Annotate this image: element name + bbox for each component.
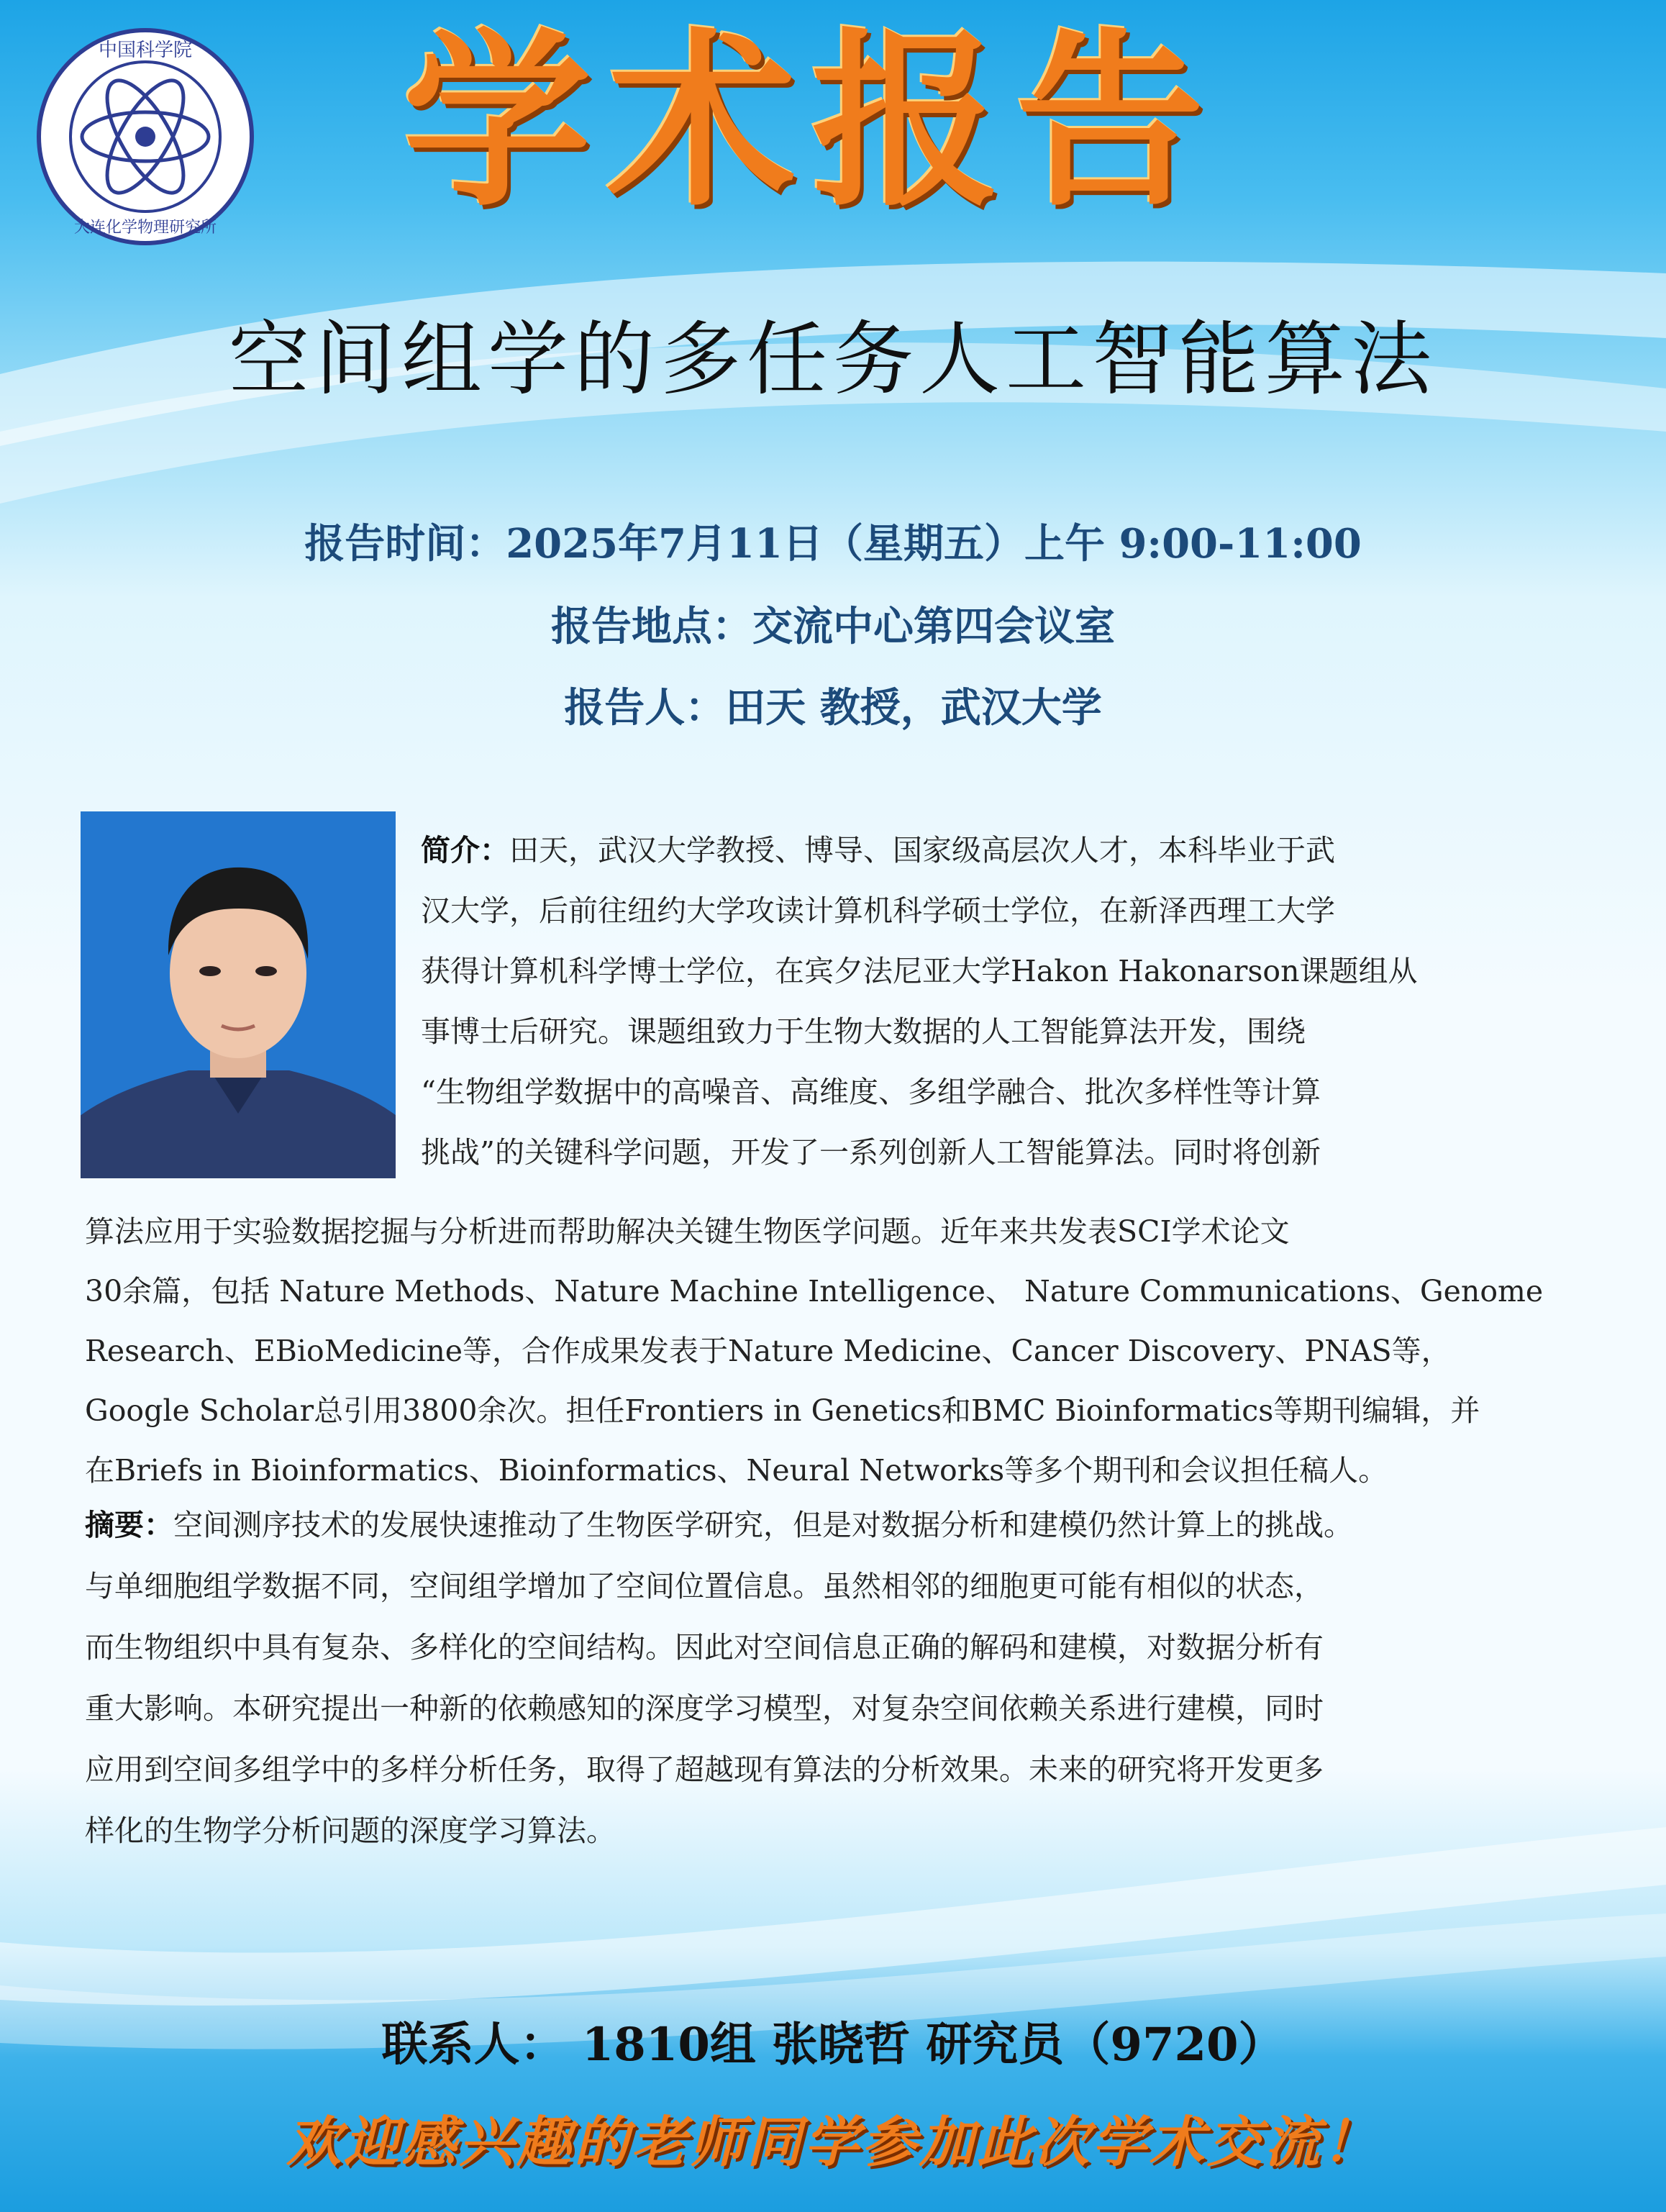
bio-line-5: “生物组学数据中的高噪音、高维度、多组学融合、批次多样性等计算 — [421, 1075, 1321, 1109]
bio-label: 简介： — [421, 833, 509, 868]
contact-info: 联系人： 1810组 张晓哲 研究员（9720） — [381, 2018, 1285, 2072]
welcome-banner: 欢迎感兴趣的老师同学参加此次学术交流！ — [286, 2110, 1380, 2174]
talk-speaker: 报告人：田天 教授，武汉大学 — [564, 684, 1102, 732]
bio-line-4: 事博士后研究。课题组致力于生物大数据的人工智能算法开发，围绕 — [421, 1014, 1306, 1049]
bio-line-3: 获得计算机科学博士学位，在宾夕法尼亚大学Hakon Hakonarson课题组从 — [421, 954, 1418, 988]
abstract-line-4: 重大影响。本研究提出一种新的依赖感知的深度学习模型，对复杂空间依赖关系进行建模，同时 — [85, 1691, 1324, 1726]
abstract-label: 摘要： — [85, 1508, 173, 1542]
poster-title: 学术报告 — [403, 12, 1220, 232]
abstract-line-2: 与单细胞组学数据不同，空间组学增加了空间位置信息。虽然相邻的细胞更可能有相似的状态， — [85, 1569, 1324, 1603]
bio-line-2: 汉大学，后前往纽约大学攻读计算机科学硕士学位，在新泽西理工大学 — [421, 893, 1335, 928]
svg-text:大连化学物理研究所: 大连化学物理研究所 — [73, 219, 217, 237]
speaker-photo — [81, 811, 396, 1178]
abstract-line-5: 应用到空间多组学中的多样分析任务，取得了超越现有算法的分析效果。未来的研究将开发更多 — [85, 1752, 1324, 1787]
abstract-line-3: 而生物组织中具有复杂、多样化的空间结构。因此对空间信息正确的解码和建模，对数据分析有 — [85, 1630, 1324, 1665]
institute-logo — [36, 27, 255, 247]
talk-place: 报告地点：交流中心第四会议室 — [551, 603, 1115, 650]
bio-line-6: 挑战”的关键科学问题，开发了一系列创新人工智能算法。同时将创新 — [421, 1135, 1321, 1170]
talk-title: 空间组学的多任务人工智能算法 — [229, 313, 1437, 406]
abstract-line-1: 摘要：空间测序技术的发展快速推动了生物医学研究，但是对数据分析和建模仍然计算上的挑战。 — [85, 1508, 1353, 1542]
bio-line-1: 简介：田天，武汉大学教授、博导、国家级高层次人才，本科毕业于武 — [421, 833, 1335, 868]
bio-line-11: 在Briefs in Bioinformatics、Bioinformatics、Neural Networks等多个期刊和会议担任稿人。 — [85, 1453, 1388, 1488]
bio-line-7: 算法应用于实验数据挖掘与分析进而帮助解决关键生物医学问题。近年来共发表SCI学术论文 — [85, 1214, 1290, 1249]
svg-text:中国科学院: 中国科学院 — [98, 40, 193, 61]
talk-time: 报告时间：2025年7月11日（星期五）上午 9:00-11:00 — [304, 520, 1362, 568]
bio-line-10: Google Scholar总引用3800余次。担任Frontiers in Genetics和BMC Bioinformatics等期刊编辑，并 — [85, 1393, 1480, 1428]
abstract-line-6: 样化的生物学分析问题的深度学习算法。 — [85, 1813, 616, 1848]
bio-line-8: 30余篇，包括 Nature Methods、Nature Machine Intelligence、 Nature Communications、Genome — [85, 1274, 1544, 1308]
bio-line-9: Research、EBioMedicine等，合作成果发表于Nature Medicine、Cancer Discovery、PNAS等， — [85, 1334, 1451, 1368]
